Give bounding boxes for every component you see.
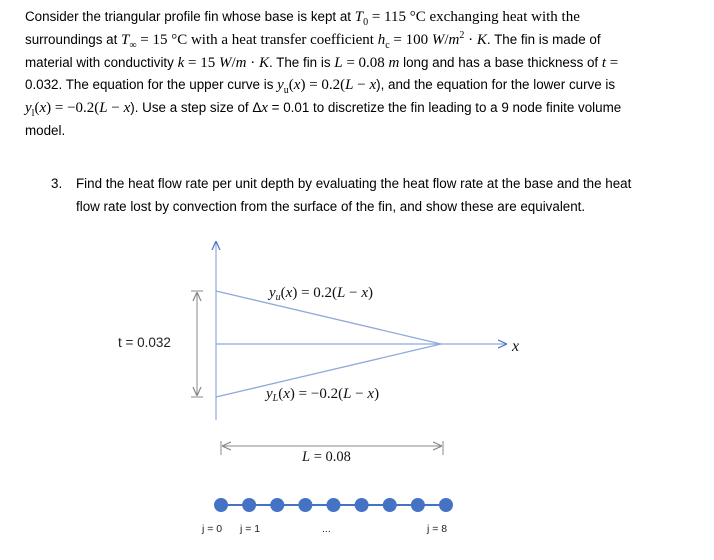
question-line-2: flow rate lost by convection from the surface of the fin, and show these are equivalent. — [76, 198, 586, 214]
node-j7 — [411, 498, 425, 512]
node-label-j0: j = 0 — [202, 523, 223, 535]
node-j5 — [355, 498, 369, 512]
question-line-1: Find the heat flow rate per unit depth by evaluating the heat flow rate at the base and the heat — [76, 176, 632, 191]
length-label: L = 0.08 — [302, 449, 351, 465]
node-j0 — [214, 498, 228, 512]
problem-line-3: material with conductivity k = 15 W/m · K. The fin is L = 0.08 m long and has a base thickness of t = — [25, 54, 619, 71]
problem-line-1: Consider the triangular profile fin whose base is kept at $T_0 = 115$ °C exchanging heat with the — [25, 9, 580, 28]
node-label-j8: j = 8 — [427, 523, 448, 535]
node-label-ellipsis: ... — [322, 523, 331, 535]
thickness-label: t = 0.032 — [118, 335, 171, 350]
question-number: 3. — [51, 176, 63, 191]
problem-line-6: model. — [25, 122, 66, 138]
problem-line-2: surroundings at $T_\infty = 15$ °C with a heat transfer coefficient $h_c = 100$ $W/m^2 \cdot K$. The fin is made of — [25, 29, 601, 51]
node-label-j1: j = 1 — [240, 523, 261, 535]
node-j4 — [327, 498, 341, 512]
nodes — [214, 498, 453, 512]
problem-line-5: $y_l(x) = -0.2(L - x)$. Use a step size of Δx = 0.01 to discretize the fin leading to a 9 node finite volume — [25, 100, 622, 120]
node-j3 — [298, 498, 312, 512]
x-axis-label: x — [512, 338, 520, 355]
node-j1 — [242, 498, 256, 512]
node-j2 — [270, 498, 284, 512]
problem-line-4: 0.032. The equation for the upper curve is $y_u(x) = 0.2(L - x)$, and the equation for the lower curve is — [25, 77, 616, 97]
node-j6 — [383, 498, 397, 512]
lower-curve-equation: $y_L(x) = -0.2(L - x)$ — [266, 386, 380, 404]
upper-curve-equation: $y_u(x) = 0.2(L - x)$ — [269, 285, 374, 303]
node-j8 — [439, 498, 453, 512]
